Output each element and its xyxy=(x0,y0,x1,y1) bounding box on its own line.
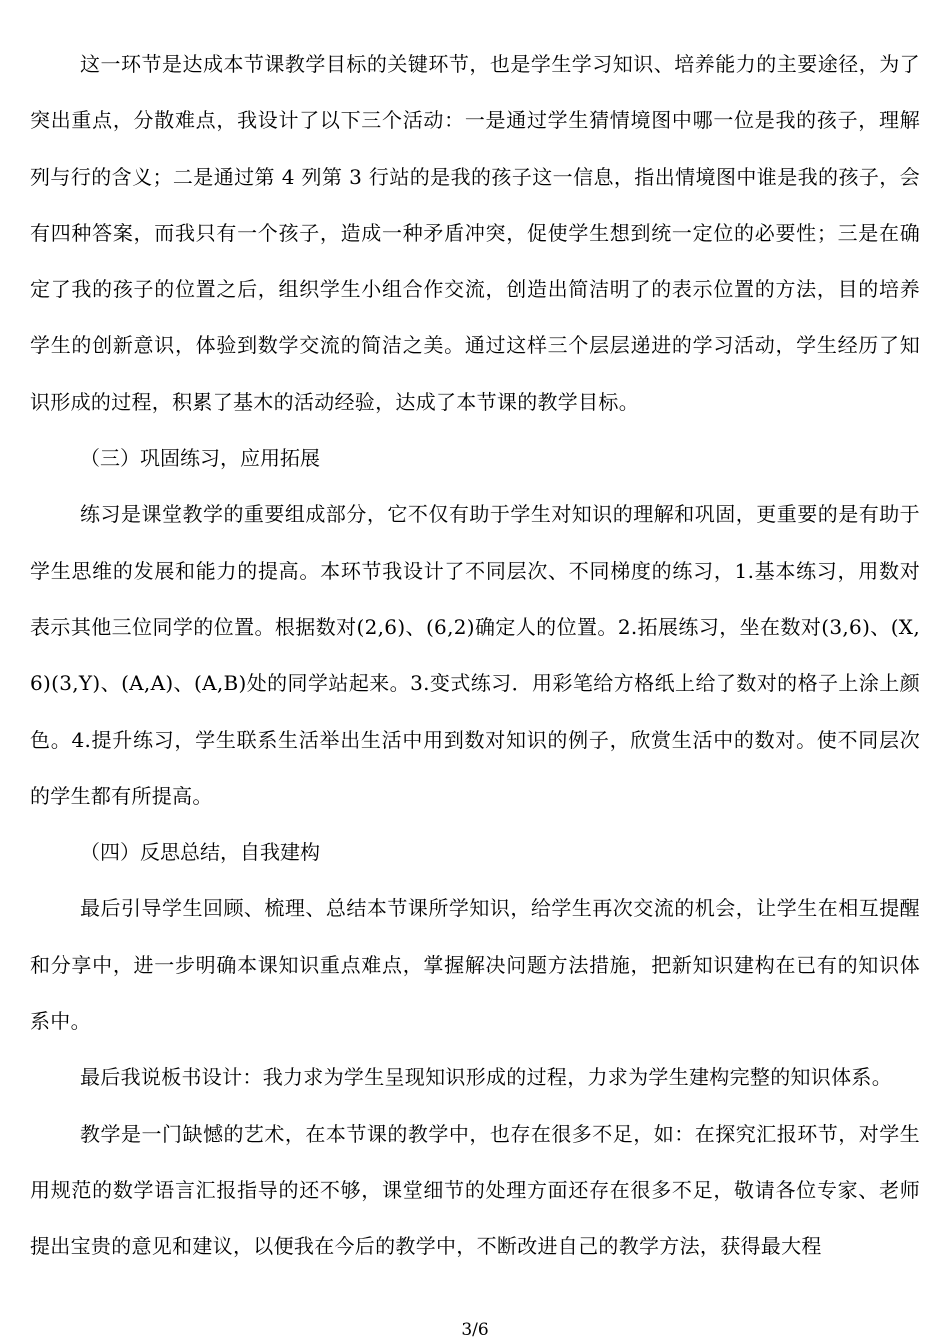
paragraph-activities: 这一环节是达成本节课教学目标的关键环节，也是学生学习知识、培养能力的主要途径，为了突出重点，分散难点，我设计了以下三个活动：一是通过学生猜情境图中哪一位是我的孩子，理解列与行的含义；二是通过第 4 列第 3 行站的是我的孩子这一信息，指出情境图中谁是我的孩子，会有四种答案，而我只有一个孩子，造成一种矛盾冲突，促使学生想到统一定位的必要性；三是在确定了我的孩子的位置之后，组织学生小组合作交流，创造出简洁明了的表示位置的方法，目的培养学生的创新意识，体验到数学交流的简洁之美。通过这样三个层层递进的学习活动，学生经历了知识形成的过程，积累了基木的活动经验，达成了本节课的教学目标。 xyxy=(30,52,920,414)
page-number: 3/6 xyxy=(461,1320,489,1340)
section-heading-practice: （三）巩固练习，应用拓展 xyxy=(80,446,320,471)
paragraph-summary: 最后引导学生回顾、梳理、总结本节课所学知识，给学生再次交流的机会，让学生在相互提醒和分享中，进一步明确本课知识重点难点，掌握解决问题方法措施，把新知识建构在已有的知识体系中。 xyxy=(30,896,920,1034)
document-body xyxy=(30,36,920,1275)
paragraph-reflection: 教学是一门缺憾的艺术，在本节课的教学中，也存在很多不足，如：在探究汇报环节，对学生用规范的数学语言汇报指导的还不够，课堂细节的处理方面还存在很多不足，敬请各位专家、老师提出宝贵的意见和建议，以便我在今后的教学中，不断改进自己的教学方法，获得最大程 xyxy=(30,1121,920,1259)
paragraph-board-design: 最后我说板书设计：我力求为学生呈现知识形成的过程，力求为学生建构完整的知识体系。 xyxy=(80,1065,892,1090)
paragraph-practice: 练习是课堂教学的重要组成部分，它不仅有助于学生对知识的理解和巩固，更重要的是有助于学生思维的发展和能力的提高。本环节我设计了不同层次、不同梯度的练习，1.基本练习，用数对表示其他三位同学的位置。根据数对(2,6)、(6,2)确定人的位置。2.拓展练习，坐在数对(3,6)、(X,6)(3,Y)、(A,A)、(A,B)处的同学站起来。3.变式练习．用彩笔给方格纸上给了数对的格子上涂上颜色。4.提升练习，学生联系生活举出生活中用到数对知识的例子，欣赏生活中的数对。使不同层次的学生都有所提高。 xyxy=(30,502,920,808)
section-heading-summary: （四）反思总结，自我建构 xyxy=(80,840,320,865)
